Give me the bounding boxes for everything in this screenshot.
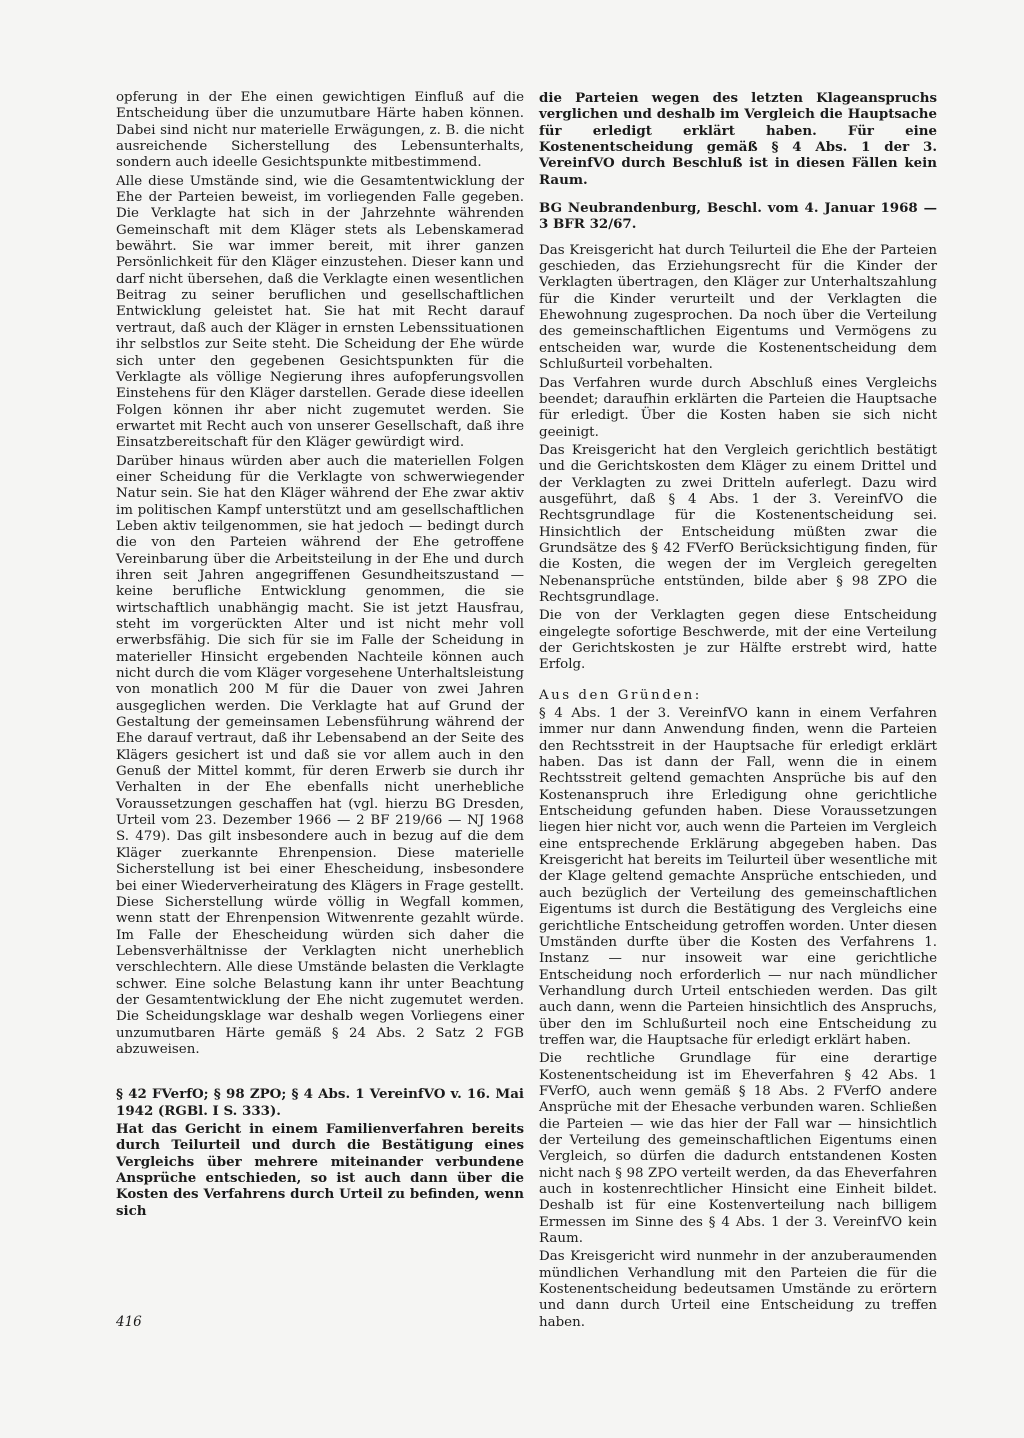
- case-citation: BG Neubrandenburg, Beschl. vom 4. Januar 1968 — 3 BFR 32/67.: [539, 200, 937, 233]
- paragraph: opferung in der Ehe einen gewichtigen Einfluß auf die Entscheidung über die unzumutbare Härte haben können. Dabei sind nicht nur materielle Erwägungen, z. B. die nicht ausreichende Sicherstellung des Lebensunterhalts, sondern auch ideelle Gesichtspunkte mitbestimmend.: [116, 90, 524, 171]
- statute-heading: § 42 FVerfO; § 98 ZPO; § 4 Abs. 1 VereinfVO v. 16. Mai 1942 (RGBl. I S. 333).: [116, 1086, 524, 1119]
- headnote: Hat das Gericht in einem Familienverfahren bereits durch Teilurteil und durch die Bestätigung eines Vergleichs über mehrere miteinander verbundene Ansprüche entschieden, so ist auch dann über die Kosten des Verfahrens durch Urteil zu befinden, wenn sich: [116, 1120, 524, 1219]
- paragraph: Das Kreisgericht wird nunmehr in der anzuberaumenden mündlichen Verhandlung mit den Parteien die für die Kostenentscheidung bedeutsamen Umstände zu erörtern und dann durch Urteil eine Entscheidung zu treffen haben.: [539, 1249, 937, 1330]
- paragraph: Das Kreisgericht hat durch Teilurteil die Ehe der Parteien geschieden, das Erziehungsrecht für die Kinder der Verklagten übertragen, den Kläger zur Unterhaltszahlung für die Kinder verurteilt und der Verklagten die Ehewohnung zugesprochen. Da noch über die Verteilung des gemeinschaftlichen Eigentums und Vermögens zu entscheiden war, wurde die Kostenentscheidung dem Schlußurteil vorbehalten.: [539, 242, 937, 373]
- paragraph: Alle diese Umstände sind, wie die Gesamtentwicklung der Ehe der Parteien beweist, im vorliegenden Falle gegeben. Die Verklagte hat sich in der Jahrzehnte währenden Gemeinschaft mit dem Kläger stets als Lebenskamerad bewährt. Sie war immer bereit, mit ihrer ganzen Persönlichkeit für den Kläger einzustehen. Dieser kann und darf nicht übersehen, daß die Verklagte einen wesentlichen Beitrag zu seiner beruflichen und gesellschaftlichen Entwicklung geleistet hat. Sie hat mit Recht darauf vertraut, daß auch der Kläger in ernsten Lebenssituationen ihr selbstlos zur Seite steht. Die Scheidung der Ehe würde sich unter den gegebenen Gesichtspunkten für die Verklagte als völlige Negierung ihres aufopferungsvollen Einstehens für den Kläger darstellen. Gerade diese ideellen Folgen können ihr aber nicht zugemutet werden. Sie erwartet mit Recht auch von unserer Gesellschaft, daß ihre Einsatzbereitschaft für den Kläger gewürdigt wird.: [116, 173, 524, 451]
- paragraph: § 4 Abs. 1 der 3. VereinfVO kann in einem Verfahren immer nur dann Anwendung finden, wenn die Parteien den Rechtsstreit in der Hauptsache für erledigt erklärt haben. Das ist dann der Fall, wenn die in einem Rechtsstreit geltend gemachten Ansprüche bis auf den Kostenanspruch ihre Erledigung ohne gerichtliche Entscheidung gefunden haben. Diese Voraussetzungen liegen hier nicht vor, auch wenn die Parteien im Vergleich eine entsprechende Erklärung abgegeben haben. Das Kreisgericht hat bereits im Teilurteil über wesentliche mit der Klage geltend gemachte Ansprüche entschieden, und auch bezüglich der Verteilung des gemeinschaftlichen Eigentums ist durch die Bestätigung des Vergleichs eine gerichtliche Entscheidung getroffen worden. Unter diesen Umständen durfte über die Kosten des Verfahrens 1. Instanz — nur insoweit war eine gerichtliche Entscheidung noch erforderlich — nur nach mündlicher Verhandlung durch Urteil entschieden werden. Das gilt auch dann, wenn die Parteien hinsichtlich des Anspruchs, über den im Schlußurteil noch eine Entscheidung zu treffen war, die Hauptsache für erledigt erklärt haben.: [539, 706, 937, 1048]
- paragraph: Die rechtliche Grundlage für eine derartige Kostenentscheidung ist im Eheverfahren § 42 Abs. 1 FVerfO, auch wenn gemäß § 18 Abs. 2 FVerfO andere Ansprüche mit der Ehesache verbunden waren. Schließen die Parteien — wie das hier der Fall war — hinsichtlich der Verteilung des gemeinschaftlichen Eigentums einen Vergleich, so dürfen die dadurch entstandenen Kosten nicht nach § 98 ZPO verteilt werden, da das Eheverfahren auch in kostenrechtlicher Hinsicht eine Einheit bildet. Deshalb ist für eine Kostenverteilung nach billigem Ermessen im Sinne des § 4 Abs. 1 der 3. VereinfVO kein Raum.: [539, 1051, 937, 1247]
- right-column: [539, 90, 937, 1331]
- left-column: [116, 90, 524, 1219]
- paragraph: Die von der Verklagten gegen diese Entscheidung eingelegte sofortige Beschwerde, mit der eine Verteilung der Gerichtskosten je zur Hälfte erstrebt wird, hatte Erfolg.: [539, 608, 937, 673]
- headnote-continuation: die Parteien wegen des letzten Klageanspruchs verglichen und deshalb im Vergleich die Hauptsache für erledigt erklärt haben. Für eine Kostenentscheidung gemäß § 4 Abs. 1 der 3. VereinfVO durch Beschluß ist in diesen Fällen kein Raum.: [539, 90, 937, 188]
- reasons-heading: Aus den Gründen:: [539, 687, 702, 703]
- paragraph: Das Kreisgericht hat den Vergleich gerichtlich bestätigt und die Gerichtskosten dem Kläger zu einem Drittel und der Verklagten zu zwei Dritteln auferlegt. Dazu wird ausgeführt, daß § 4 Abs. 1 der 3. VereinfVO die Rechtsgrundlage für die Kostenentscheidung sei. Hinsichtlich der Entscheidung müßten zwar die Grundsätze des § 42 FVerfO Berücksichtigung finden, für die Kosten, die wegen der im Vergleich geregelten Nebenansprüche entstünden, bilde aber § 98 ZPO die Rechtsgrundlage.: [539, 442, 937, 605]
- paragraph: Das Verfahren wurde durch Abschluß eines Vergleichs beendet; daraufhin erklärten die Parteien die Hauptsache für erledigt. Über die Kosten haben sie sich nicht geeinigt.: [539, 375, 937, 440]
- paragraph: Darüber hinaus würden aber auch die materiellen Folgen einer Scheidung für die Verklagte von schwerwiegender Natur sein. Sie hat den Kläger während der Ehe zwar aktiv im politischen Kampf unterstützt und am gesellschaftlichen Leben aktiv teilgenommen, sie hat jedoch — bedingt durch die von den Parteien während der Ehe getroffene Vereinbarung über die Arbeitsteilung in der Ehe und durch ihren seit Jahren angegriffenen Gesundheitszustand — keine berufliche Entwicklung genommen, die sie wirtschaftlich unabhängig macht. Sie ist jetzt Hausfrau, steht im vorgerückten Alter und ist nicht mehr voll erwerbsfähig. Die sich für sie im Falle der Scheidung in materieller Hinsicht ergebenden Nachteile können auch nicht durch die vom Kläger vorgesehene Unterhaltsleistung von monatlich 200 M für die Dauer von zwei Jahren ausgeglichen werden. Die Verklagte hat auf Grund der Gestaltung der gemeinsamen Lebensführung während der Ehe darauf vertraut, daß ihr Lebensabend an der Seite des Klägers gesichert ist und daß sie vor allem auch in den Genuß der Mittel kommt, für deren Erwerb sie durch ihr Verhalten in der Ehe ebenfalls nicht unerhebliche Voraussetzungen geschaffen hat (vgl. hierzu BG Dresden, Urteil vom 23. Dezember 1966 — 2 BF 219/66 — NJ 1968 S. 479). Das gilt insbesondere auch in bezug auf die dem Kläger zuerkannte Ehrenpension. Diese materielle Sicherstellung ist bei einer Ehescheidung, insbesondere bei einer Wiederverheiratung des Klägers in Frage gestellt. Diese Sicherstellung würde völlig in Wegfall kommen, wenn statt der Ehrenpension Witwenrente gezahlt würde. Im Falle der Ehescheidung würden sich daher die Lebensverhältnisse der Verklagten nicht unerheblich verschlechtern. Alle diese Umstände belasten die Verklagte schwer. Eine solche Belastung kann ihr unter Beachtung der Gesamtentwicklung der Ehe nicht zugemutet werden. Die Scheidungsklage war deshalb wegen Vorliegens einer unzumutbaren Härte gemäß § 24 Abs. 2 Satz 2 FGB abzuweisen.: [116, 453, 524, 1057]
- page-number: 416: [116, 1314, 142, 1330]
